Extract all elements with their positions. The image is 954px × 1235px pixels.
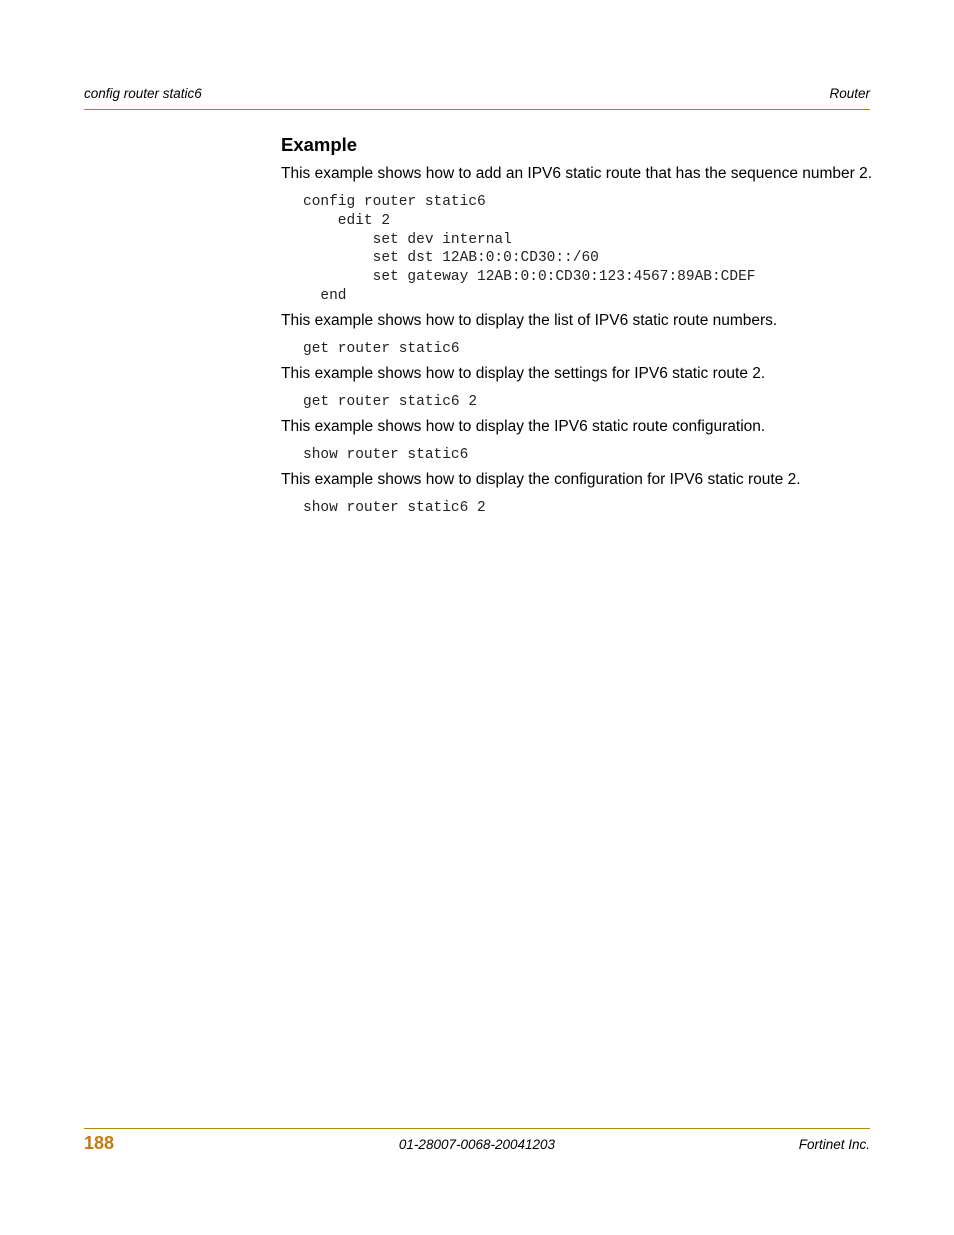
code-block-show-route-2: show router static6 2	[303, 500, 486, 516]
document-id: 01-28007-0068-20041203	[398, 1137, 556, 1152]
paragraph-show-config: This example shows how to display the IPV6 static route configuration.	[281, 418, 766, 435]
paragraph-list-routes: This example shows how to display the list of IPV6 static route numbers.	[281, 312, 778, 329]
page-number: 188	[84, 1133, 115, 1153]
running-header-chapter: Router	[829, 86, 870, 101]
code-block-route-settings: get router static6 2	[303, 394, 478, 410]
company-name: Fortinet Inc.	[798, 1137, 870, 1152]
running-header-title: config router static6	[84, 86, 202, 101]
footer-rule	[84, 1128, 870, 1129]
code-block-list-routes: get router static6	[303, 341, 460, 357]
code-block-show-config: show router static6	[303, 447, 469, 463]
section-heading: Example	[281, 134, 358, 155]
header-rule	[84, 109, 870, 110]
paragraph-route-settings: This example shows how to display the settings for IPV6 static route 2.	[281, 365, 766, 382]
paragraph-show-route-2: This example shows how to display the configuration for IPV6 static route 2.	[281, 471, 801, 488]
code-block-add-route: config router static6 edit 2 set dev internal set dst 12AB:0:0:CD30::/60 set gateway 12AB:0:0:CD30:123:4567:89AB:CDEF end	[303, 194, 756, 304]
paragraph-add-route: This example shows how to add an IPV6 static route that has the sequence number 2.	[281, 165, 873, 182]
